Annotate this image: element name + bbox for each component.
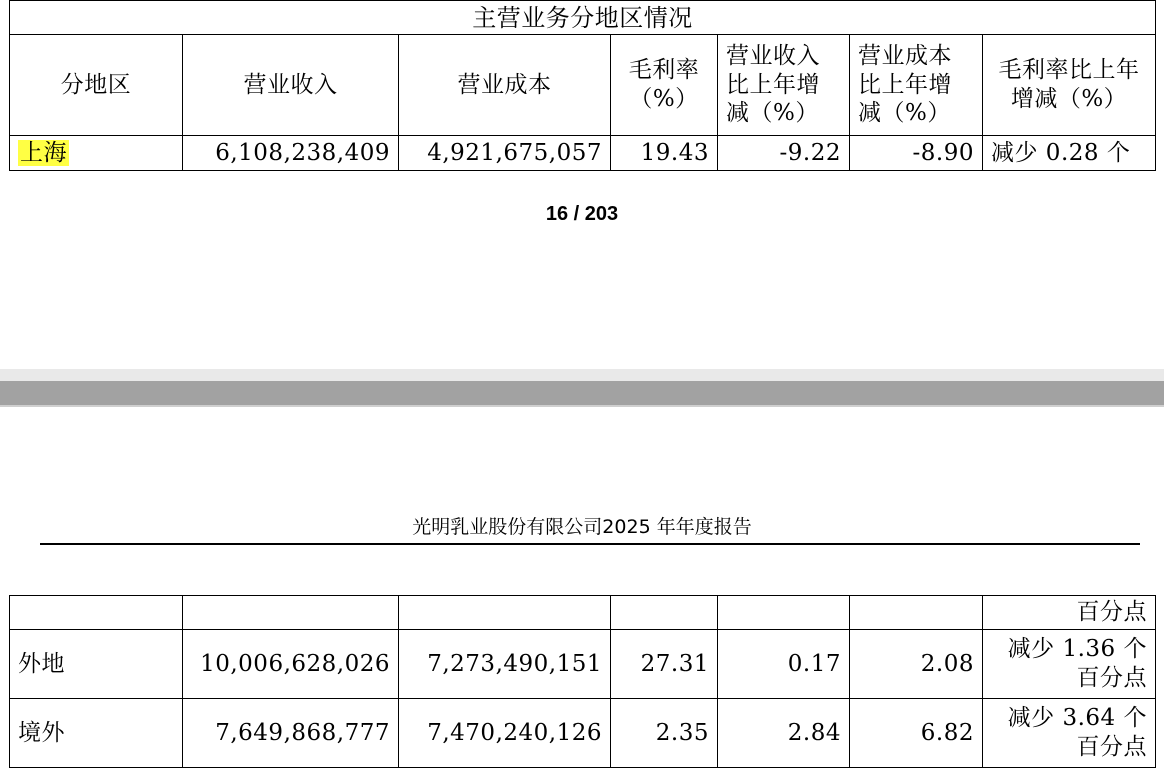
header-region: 分地区 — [10, 35, 183, 136]
header-rule — [40, 543, 1140, 545]
header-revenue-change: 营业收入比上年增减（%） — [718, 35, 850, 136]
table-row — [10, 699, 1156, 768]
gross-margin-cell: 27.31 — [611, 630, 718, 699]
revenue-cell: 10,006,628,026 — [183, 630, 399, 699]
gross-margin-cell: 19.43 — [611, 136, 718, 171]
cost-cell: 4,921,675,057 — [399, 136, 611, 171]
header-gross-margin: 毛利率（%） — [611, 35, 718, 136]
revenue-change-cell: -9.22 — [718, 136, 850, 171]
page-header: 光明乳业股份有限公司2025 年年度报告 — [412, 516, 752, 538]
revenue-cell: 7,649,868,777 — [183, 699, 399, 768]
margin-change-cell: 减少 3.64 个百分点 — [983, 699, 1156, 768]
region-cell: 境外 — [10, 699, 183, 768]
revenue-change-cell: 2.84 — [718, 699, 850, 768]
region-cell — [10, 136, 183, 171]
empty-cell — [850, 596, 983, 630]
page-gap-edge — [0, 405, 1164, 407]
empty-cell — [10, 596, 183, 630]
table-title: 主营业务分地区情况 — [10, 1, 1156, 35]
revenue-change-cell: 0.17 — [718, 630, 850, 699]
cost-cell: 7,470,240,126 — [399, 699, 611, 768]
margin-change-cell: 减少 0.28 个 — [983, 136, 1156, 171]
revenue-cell: 6,108,238,409 — [183, 136, 399, 171]
page-number: 16 / 203 — [545, 203, 619, 225]
header-cost-change: 营业成本比上年增减（%） — [850, 35, 983, 136]
cost-change-cell: -8.90 — [850, 136, 983, 171]
regional-revenue-table-continued — [9, 595, 1156, 768]
empty-cell — [399, 596, 611, 630]
cost-change-cell: 6.82 — [850, 699, 983, 768]
table-row — [10, 630, 1156, 699]
header-margin-change: 毛利率比上年增减（%） — [983, 35, 1156, 136]
margin-change-cell: 减少 1.36 个百分点 — [983, 630, 1156, 699]
margin-change-continued: 百分点 — [983, 596, 1156, 630]
header-cost: 营业成本 — [399, 35, 611, 136]
gross-margin-cell: 2.35 — [611, 699, 718, 768]
table-row — [10, 136, 1156, 171]
empty-cell — [718, 596, 850, 630]
region-cell: 外地 — [10, 630, 183, 699]
header-revenue: 营业收入 — [183, 35, 399, 136]
regional-revenue-table — [9, 0, 1156, 171]
table-row — [10, 596, 1156, 630]
cost-change-cell: 2.08 — [850, 630, 983, 699]
page-gap — [0, 381, 1164, 405]
cost-cell: 7,273,490,151 — [399, 630, 611, 699]
highlighted-region: 上海 — [20, 139, 67, 166]
empty-cell — [611, 596, 718, 630]
page-gap-top — [0, 369, 1164, 381]
empty-cell — [183, 596, 399, 630]
